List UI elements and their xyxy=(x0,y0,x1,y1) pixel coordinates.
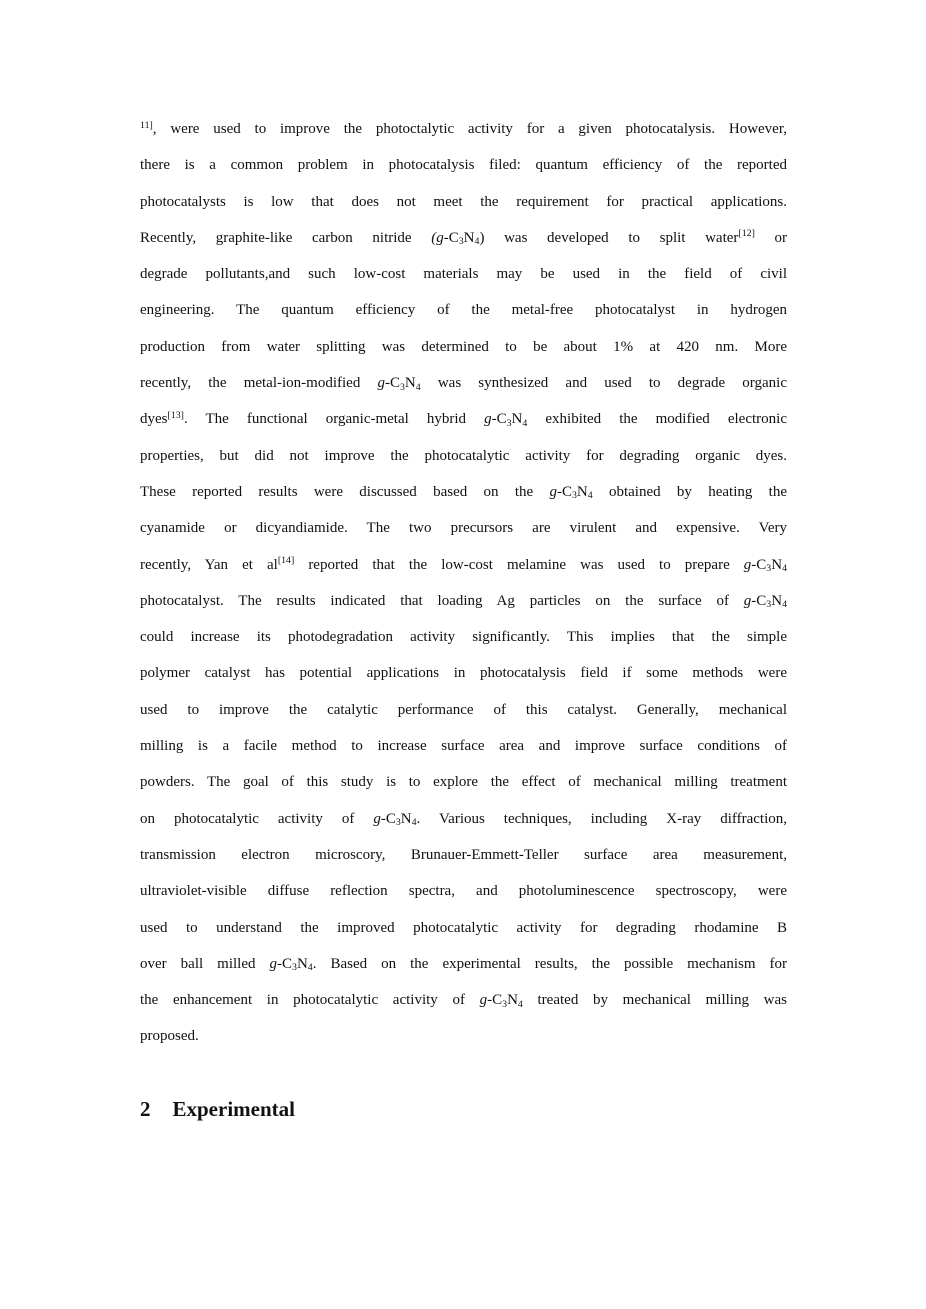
text-segment: 4 xyxy=(782,599,787,611)
intro-paragraph xyxy=(140,111,787,1055)
text-segment: 3 xyxy=(399,381,405,393)
text-segment: used to improve the catalytic performance of this catalyst. Generally, mechanical xyxy=(140,701,787,718)
text-segment: These reported results were discussed based on the xyxy=(140,483,550,500)
text-segment: powders. The goal of this study is to explore the effect of mechanical milling treatment xyxy=(140,774,787,791)
paragraph-line xyxy=(140,401,787,437)
paragraph-line xyxy=(140,329,787,365)
text-segment: 4 xyxy=(587,490,593,502)
text-segment: on photocatalytic activity of xyxy=(140,810,374,827)
paragraph-line xyxy=(140,910,787,946)
text-segment: -C xyxy=(277,955,292,972)
text-segment: recently, the metal-ion-modified xyxy=(140,375,378,392)
text-segment: dyes xyxy=(140,411,168,428)
text-segment: N xyxy=(511,411,523,428)
text-segment: Recently, graphite-like carbon nitride xyxy=(140,229,432,246)
paragraph-line xyxy=(140,111,787,147)
text-segment: . Various techniques, including X-ray diffraction, xyxy=(416,810,788,827)
text-segment: -C xyxy=(751,556,767,573)
text-segment: 3 xyxy=(766,563,772,575)
text-segment: transmission electron microscory, Brunauer-Emmett-Teller surface area measurement, xyxy=(140,846,787,863)
text-segment: 4 xyxy=(474,236,480,248)
paragraph-line xyxy=(140,583,787,619)
text-segment: N xyxy=(463,229,475,246)
paragraph-line xyxy=(140,292,787,328)
text-segment: exhibited the modified electronic xyxy=(527,411,787,428)
text-segment: 4 xyxy=(782,563,787,575)
paragraph-line xyxy=(140,837,787,873)
paragraph-line xyxy=(140,692,787,728)
paragraph-line xyxy=(140,438,787,474)
paragraph-line xyxy=(140,474,787,510)
section-title: Experimental xyxy=(172,1096,295,1121)
text-segment: -C xyxy=(751,592,767,609)
text-segment: N xyxy=(296,955,308,972)
paragraph-line xyxy=(140,510,787,546)
text-segment: was synthesized and used to degrade organic xyxy=(420,375,787,392)
text-segment: properties, but did not improve the photocatalytic activity for degrading organic dyes. xyxy=(140,447,787,464)
text-segment: ) was developed to split water xyxy=(479,229,739,246)
text-segment: ultraviolet-visible diffuse reflection spectra, and photoluminescence spectroscopy, were xyxy=(140,883,787,900)
citation-superscript: [13] xyxy=(167,409,184,421)
section-number: 2 xyxy=(140,1096,151,1121)
text-segment: reported that the low-cost melamine was used to prepare xyxy=(294,556,744,573)
text-segment: recently, Yan et al xyxy=(140,556,278,573)
text-segment: production from water splitting was determined to be about 1% at 420 nm. More xyxy=(140,338,787,355)
text-segment: 4 xyxy=(415,381,421,393)
text-segment: photocatalyst. The results indicated that loading Ag particles on the surface of xyxy=(140,592,744,609)
text-segment: N xyxy=(400,810,412,827)
text-segment: photocatalysts is low that does not meet the requirement for practical applications. xyxy=(140,193,787,210)
text-segment: there is a common problem in photocatalysis filed: quantum efficiency of the reported xyxy=(140,157,787,174)
text-segment: the enhancement in photocatalytic activity of xyxy=(140,992,480,1009)
text-segment: cyanamide or dicyandiamide. The two precursors are virulent and expensive. Very xyxy=(140,520,787,537)
paragraph-line xyxy=(140,147,787,183)
text-segment: g xyxy=(549,483,557,500)
text-segment: 3 xyxy=(571,490,577,502)
text-segment: N xyxy=(771,592,783,609)
text-segment: g xyxy=(743,556,752,573)
text-segment: g xyxy=(479,992,488,1009)
text-segment: 3 xyxy=(502,998,508,1010)
text-segment: 4 xyxy=(522,417,528,429)
text-segment: degrade pollutants,and such low-cost materials may be used in the field of civil xyxy=(140,266,787,283)
paragraph-line xyxy=(140,764,787,800)
text-segment: N xyxy=(576,483,588,500)
text-segment: N xyxy=(404,375,416,392)
text-segment: -C xyxy=(487,992,503,1009)
paragraph-line xyxy=(140,365,787,401)
page-content xyxy=(140,111,787,1127)
paragraph-line xyxy=(140,982,787,1018)
paragraph-line xyxy=(140,946,787,982)
text-segment: 3 xyxy=(395,817,401,829)
citation-superscript: [14] xyxy=(277,555,295,567)
text-segment: -C xyxy=(384,375,400,392)
text-segment: g xyxy=(743,592,752,609)
paragraph-line xyxy=(140,184,787,220)
text-segment: 3 xyxy=(458,236,464,248)
text-segment: polymer catalyst has potential applications in photocatalysis field if some methods were xyxy=(140,665,787,682)
text-segment: 3 xyxy=(506,417,512,429)
text-segment: . The functional organic-metal hybrid xyxy=(183,411,485,428)
paragraph-line xyxy=(140,256,787,292)
text-segment: -C xyxy=(380,810,396,827)
citation-superscript: [12] xyxy=(738,228,755,240)
text-segment: could increase its photodegradation activity significantly. This implies that the simple xyxy=(140,629,787,646)
text-segment: g xyxy=(484,411,492,428)
citation-superscript: 11] xyxy=(140,119,153,131)
text-segment: 4 xyxy=(517,998,523,1010)
paragraph-line xyxy=(140,1018,787,1054)
text-segment: g xyxy=(377,375,385,392)
text-segment: engineering. The quantum efficiency of the metal-free photocatalyst in hydrogen xyxy=(140,302,787,319)
paragraph-line xyxy=(140,655,787,691)
text-segment: -C xyxy=(443,229,459,246)
text-segment: proposed. xyxy=(140,1028,199,1045)
text-segment: g xyxy=(373,810,381,827)
text-segment: milling is a facile method to increase surface area and improve surface conditions of xyxy=(140,738,787,755)
paragraph-line xyxy=(140,220,787,256)
paragraph-line xyxy=(140,619,787,655)
paragraph-line xyxy=(140,801,787,837)
text-segment: or xyxy=(754,229,787,246)
text-segment: 3 xyxy=(292,962,297,974)
text-segment: 4 xyxy=(411,817,417,829)
text-segment: -C xyxy=(491,411,507,428)
text-segment: 3 xyxy=(766,599,772,611)
text-segment: N xyxy=(507,992,518,1009)
text-segment: , were used to improve the photoctalytic activity for a given photocatalysis. However, xyxy=(152,121,787,137)
text-segment: obtained by heating the xyxy=(592,483,787,500)
paragraph-line xyxy=(140,873,787,909)
text-segment: 4 xyxy=(307,962,313,974)
text-segment: used to understand the improved photocatalytic activity for degrading rhodamine B xyxy=(140,919,787,936)
paragraph-line xyxy=(140,547,787,583)
section-heading xyxy=(140,1091,787,1127)
text-segment: treated by mechanical milling was xyxy=(522,992,787,1009)
text-segment: g xyxy=(269,955,277,972)
text-segment: N xyxy=(771,556,783,573)
text-segment: over ball milled xyxy=(140,955,270,972)
text-segment: -C xyxy=(556,483,572,500)
text-segment: (g xyxy=(431,229,444,246)
text-segment: . Based on the experimental results, the possible mechanism for xyxy=(312,955,787,972)
paragraph-line xyxy=(140,728,787,764)
